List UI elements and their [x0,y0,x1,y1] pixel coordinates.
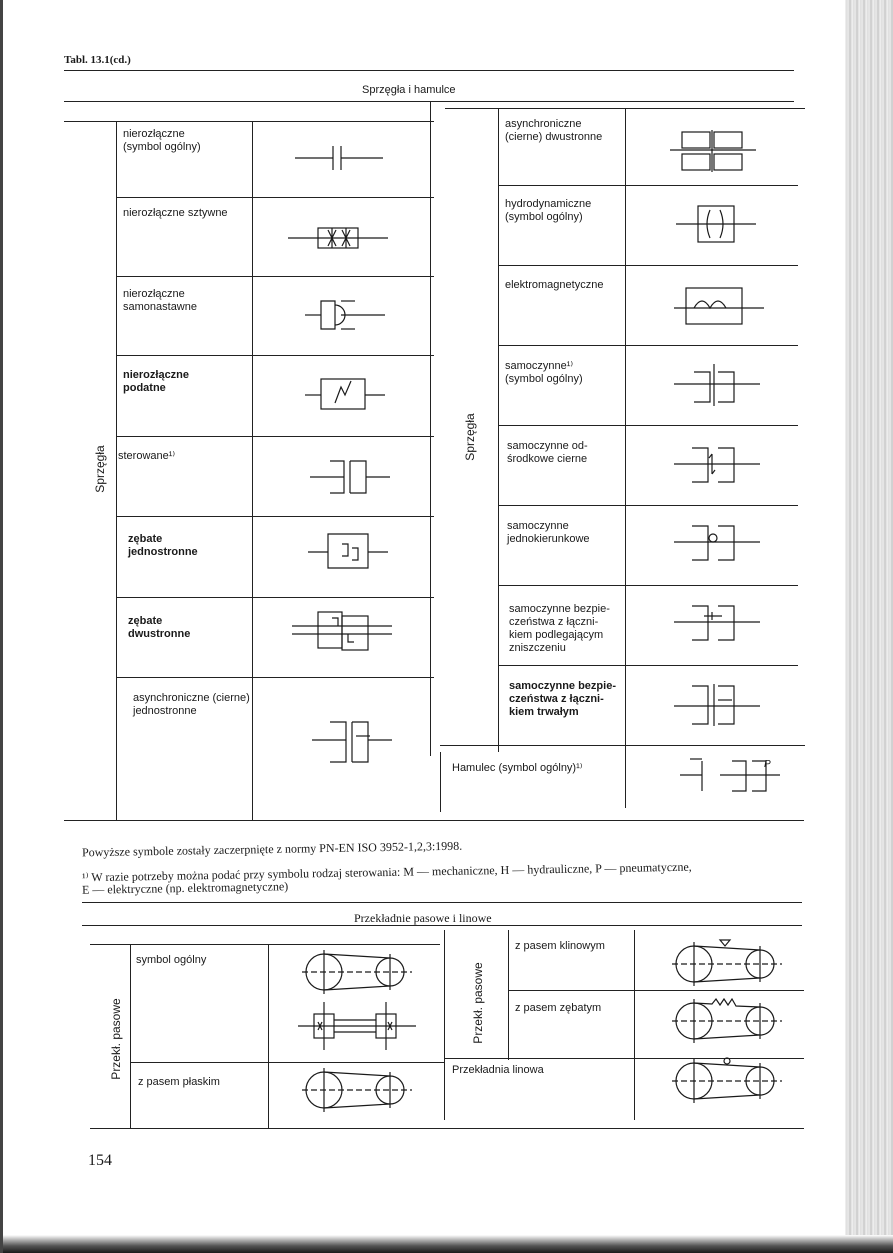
belts-divider [130,944,131,1128]
right-group-label: Sprzęgła [463,413,477,461]
source-note: Powyższe symbole zostały zaczerpnięte z normy PN-EN ISO 3952-1,2,3:1998. [81,838,463,860]
hydrodynamic-coupling-symbol [676,200,756,250]
label-single-friction: asynchroniczne (cierne) jednostronne [133,692,250,717]
row-sep [498,505,798,506]
safety-clutch-permanent-symbol [674,680,764,730]
label-one-way: samoczynne jednokierunkowe [507,520,590,545]
row-sep [498,345,798,346]
row-sep [116,197,434,198]
row-sep [116,355,434,356]
label-rope-drive: Przekładnia linowa [452,1064,544,1076]
toothed-belt-symbol [672,995,782,1043]
row-sep [116,516,434,517]
row-sep [498,185,798,186]
couplings-bottom-rule [64,820,804,821]
scan-edge-bottom [0,1235,893,1253]
label-automatic: samoczynne¹⁾ (symbol ogólny) [505,360,583,385]
belts-header-rule [90,944,440,945]
brake-left-edge [440,752,441,812]
belts-divider [444,930,445,1120]
couplings-top-rule [64,101,794,102]
label-double-friction: asynchroniczne (cierne) dwustronne [505,118,603,143]
couplings-header-rule [64,121,434,122]
label-electromagnetic: elektromagnetyczne [505,279,604,291]
double-tooth-clutch-symbol [292,608,392,658]
scan-edge-right [845,0,893,1253]
row-sep [440,745,805,746]
label-toothed-belt: z pasem zębatym [515,1002,602,1014]
coupling-general-symbol [295,140,385,180]
self-aligning-coupling-symbol [305,295,385,335]
belts-divider [634,930,635,1120]
safety-clutch-breaking-symbol [674,598,764,648]
label-belt-general: symbol ogólny [136,954,207,966]
footnote-line2: E — elektryczne (np. elektromagnetyczne) [81,879,289,897]
brake-p-label: P [764,759,771,770]
double-friction-clutch-symbol [670,128,760,176]
page-number: 154 [88,1152,112,1169]
header-rule [64,70,794,71]
label-self-aligning: nierozłączne samonastawne [123,288,197,313]
label-flexible: nierozłączne podatne [123,369,190,394]
right-group-divider [498,108,499,752]
notes-rule [82,902,802,903]
centrifugal-clutch-symbol [674,440,764,490]
belts-top-rule [82,925,802,926]
flexible-coupling-symbol [305,373,385,413]
table-label: Tabl. 13.1(cd.) [64,54,131,66]
left-group-divider [116,121,117,821]
flat-belt-symbol [302,1068,412,1112]
couplings-title: Sprzęgła i hamulce [362,84,456,96]
automatic-clutch-symbol [674,360,764,410]
label-hydrodynamic: hydrodynamiczne (symbol ogólny) [505,198,592,223]
belts-divider [268,944,269,1128]
row-sep [498,585,798,586]
footnote-line1: ¹⁾ W razie potrzeby można podać przy symbolu rodzaj sterowania: M — mechaniczne, H — hydrauliczne, P — pneumatyczne, [81,859,692,885]
label-flat-belt: z pasem płaskim [138,1076,220,1088]
left-col-divider [252,121,253,821]
label-vbelt: z pasem klinowym [515,940,605,952]
label-rigid-coupling: nierozłączne sztywne [123,207,228,219]
belts-left-group-label: Przekł. pasowe [109,998,123,1080]
belts-right-group-label: Przekł. pasowe [471,962,485,1044]
label-double-tooth: zębate dwustronne [128,615,191,640]
brake-general-symbol [680,755,790,795]
belt-general-side-symbol [298,1000,418,1052]
row-sep [498,665,798,666]
belts-bottom-rule [90,1128,804,1129]
row-sep [116,276,434,277]
belt-general-symbol [302,950,412,994]
belts-row-sep [130,1062,444,1063]
row-sep [498,425,798,426]
label-centrifugal: samoczynne od- środkowe cierne [507,440,588,465]
belts-title: Przekładnie pasowe i linowe [350,912,496,925]
scan-edge-left [0,0,3,1253]
row-sep [116,436,434,437]
left-group-label: Sprzęgła [93,445,107,493]
controlled-clutch-symbol [310,453,390,493]
belts-row-sep [508,990,804,991]
rope-drive-symbol [672,1055,782,1103]
single-friction-clutch-symbol [312,718,392,768]
vbelt-symbol [672,938,782,986]
label-safety-permanent: samoczynne bezpie- czeństwa z łączni- kiem trwałym [509,680,616,718]
single-tooth-clutch-symbol [308,528,388,578]
electromagnetic-clutch-symbol [674,282,764,332]
belts-divider [508,930,509,1060]
label-single-tooth: zębate jednostronne [128,533,198,558]
one-way-clutch-symbol [674,518,764,568]
right-col-divider [625,108,626,808]
label-controlled: sterowane¹⁾ [118,450,176,462]
row-sep [116,597,434,598]
rigid-coupling-symbol [288,220,388,260]
label-safety-breaking: samoczynne bezpie- czeństwa z łączni- kiem podlegającym zniszczeniu [509,603,610,654]
left-table-right-edge [430,101,431,756]
row-sep [116,677,434,678]
row-sep [498,265,798,266]
label-coupling-general: nierozłączne (symbol ogólny) [123,128,201,153]
label-brake: Hamulec (symbol ogólny)¹⁾ [452,762,583,774]
